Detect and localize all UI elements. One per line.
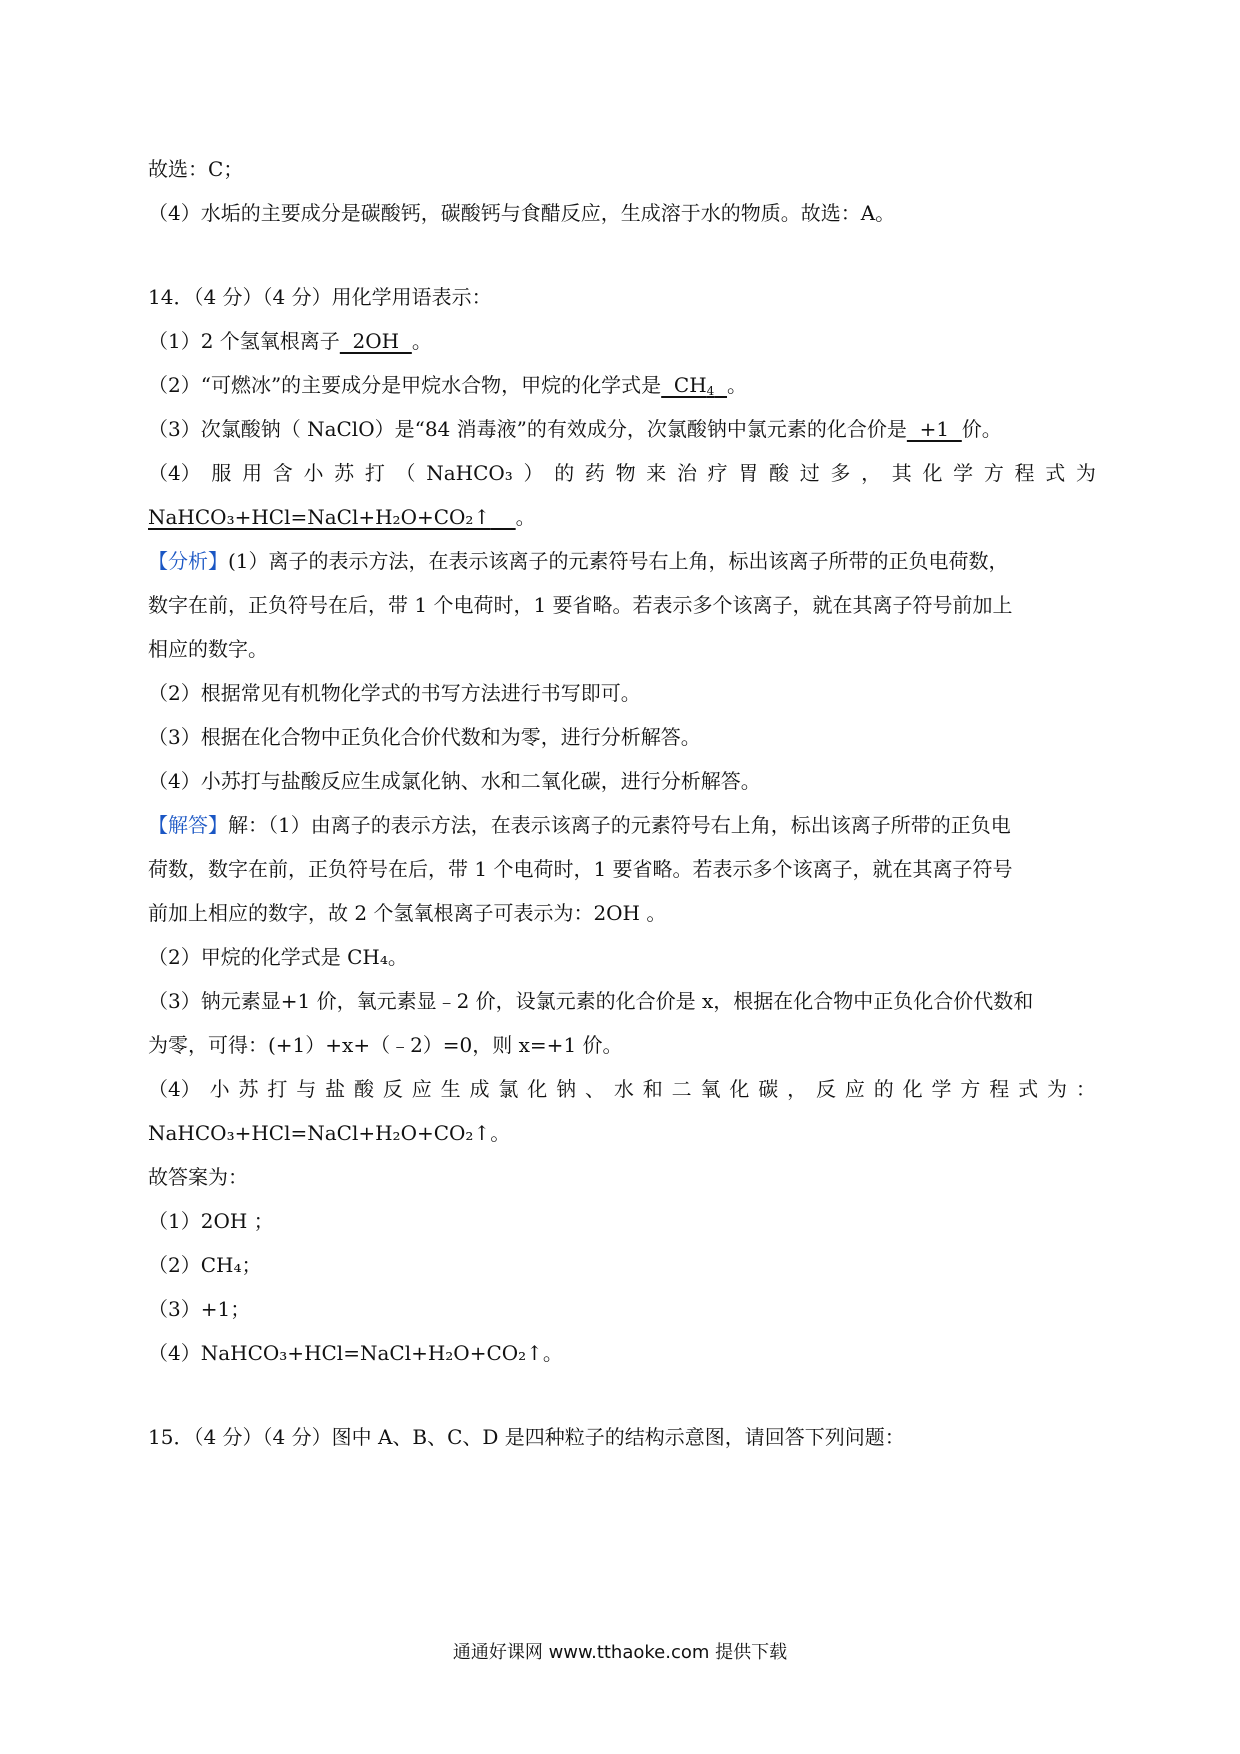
answer-line-7-word: 反 <box>382 1077 403 1101</box>
q14-item-4-word: NaHCO₃ <box>426 461 513 485</box>
answer-line-7-word: 打 <box>267 1077 288 1101</box>
q14-item-4-end: 。 <box>515 505 536 529</box>
q14-item-2-end: 。 <box>727 373 748 397</box>
q14-item-1-end: 。 <box>411 329 432 353</box>
final-answer-2: （2）CH₄； <box>148 1253 262 1277</box>
q14-item-4-word: 化 <box>922 461 943 485</box>
analysis-line-1 <box>148 547 1009 575</box>
q14-item-4-word: 物 <box>615 461 636 485</box>
q14-item-4 <box>148 459 1096 487</box>
q14-item-1-answer: 2OH <box>339 329 412 353</box>
answer-line-7-word: 氧 <box>700 1077 721 1101</box>
q14-item-4-answer-line <box>148 503 536 531</box>
q14-item-4-answer: NaHCO₃+HCl=NaCl+H₂O+CO₂↑ <box>148 505 491 529</box>
answer-line-7-word: ： <box>1075 1077 1096 1101</box>
q14-item-4-word: 其 <box>891 461 912 485</box>
q14-item-4-word: 来 <box>646 461 667 485</box>
answer-line-7-word: 的 <box>873 1077 894 1101</box>
answer-line-7 <box>148 1075 1096 1103</box>
q14-item-4-word: 酸 <box>769 461 790 485</box>
answer-line-7-word: 生 <box>440 1077 461 1101</box>
question-15-title: 15．（4 分）（4 分）图中 A、B、C、D 是四种粒子的结构示意图，请回答下列问题： <box>148 1425 905 1449</box>
q14-item-4-word: 学 <box>953 461 974 485</box>
q14-item-2-answer-formula: CH <box>661 373 707 397</box>
answer-line-7-word: 苏 <box>238 1077 259 1101</box>
analysis-line-6: （4）小苏打与盐酸反应生成氯化钠、水和二氧化碳，进行分析解答。 <box>148 769 761 793</box>
analysis-line-3: 相应的数字。 <box>148 637 268 661</box>
q14-item-1 <box>148 327 432 355</box>
final-answer-4: （4）NaHCO₃+HCl=NaCl+H₂O+CO₂↑。 <box>148 1341 563 1365</box>
q14-item-4-word: 用 <box>242 461 263 485</box>
answer-line-7-word: 化 <box>902 1077 923 1101</box>
answer-line-5: （3）钠元素显+1 价，氧元素显﹣2 价，设氯元素的化合价是 x，根据在化合物中正负化合价代数和 <box>148 989 1034 1013</box>
answer-line-7-word: 反 <box>815 1077 836 1101</box>
answer-line-7-word: 为 <box>1046 1077 1067 1101</box>
prev-answer-line-1: 故选：C； <box>148 157 244 181</box>
answer-line-7-word: 式 <box>1018 1077 1039 1101</box>
answer-tag: 【解答】 <box>148 813 228 837</box>
answer-line-7-word: 酸 <box>353 1077 374 1101</box>
answer-line-2: 荷数，数字在前，正负符号在后，带 1 个电荷时，1 要省略。若表示多个该离子，就在其离子符号 <box>148 857 1013 881</box>
q14-item-4-word: 疗 <box>707 461 728 485</box>
analysis-line-5: （3）根据在化合物中正负化合价代数和为零，进行分析解答。 <box>148 725 701 749</box>
answer-text: 解：（1）由离子的表示方法，在表示该离子的元素符号右上角，标出该离子所带的正负电 <box>228 813 1011 837</box>
answer-line-8: NaHCO₃+HCl=NaCl+H₂O+CO₂↑。 <box>148 1121 511 1145</box>
answer-line-9: 故答案为： <box>148 1165 248 1189</box>
q14-item-4-word: （4） <box>148 461 201 485</box>
q14-item-3-answer: +1 <box>906 417 962 441</box>
final-answer-1: （1）2OH ； <box>148 1209 274 1233</box>
answer-line-7-word: 程 <box>989 1077 1010 1101</box>
q14-item-4-word: 服 <box>211 461 232 485</box>
page-footer: 通通好课网 www.tthaoke.com 提供下载 <box>452 1642 788 1663</box>
answer-line-7-word: 学 <box>931 1077 952 1101</box>
q14-item-2-answer-subscript: 4 <box>706 384 715 398</box>
q14-item-4-word: ， <box>861 461 882 485</box>
answer-line-7-word: 方 <box>960 1077 981 1101</box>
q14-item-2-answer <box>661 373 727 397</box>
q14-item-4-word: 方 <box>983 461 1004 485</box>
answer-line-7-word: 氯 <box>498 1077 519 1101</box>
answer-line-7-word: 盐 <box>325 1077 346 1101</box>
answer-line-1 <box>148 811 1011 839</box>
answer-line-3: 前加上相应的数字，故 2 个氢氧根离子可表示为：2OH 。 <box>148 901 667 925</box>
analysis-tag: 【分析】 <box>148 549 228 573</box>
answer-line-6: 为零，可得：(+1）+x+（﹣2）=0，则 x=+1 价。 <box>148 1033 623 1057</box>
analysis-text: (1）离子的表示方法，在表示该离子的元素符号右上角，标出该离子所带的正负电荷数， <box>228 549 1009 573</box>
answer-line-7-word: 水 <box>613 1077 634 1101</box>
q14-item-4-answer-pad <box>490 505 515 529</box>
answer-line-7-word: （4） <box>148 1077 201 1101</box>
q14-item-1-text: （1）2 个氢氧根离子 <box>148 329 340 353</box>
q14-item-2 <box>148 371 747 399</box>
answer-line-4: （2）甲烷的化学式是 CH₄。 <box>148 945 408 969</box>
q14-item-4-word: 式 <box>1045 461 1066 485</box>
analysis-line-4: （2）根据常见有机物化学式的书写方法进行书写即可。 <box>148 681 641 705</box>
prev-answer-line-2: （4）水垢的主要成分是碳酸钙，碳酸钙与食醋反应，生成溶于水的物质。故选：A。 <box>148 201 896 225</box>
answer-line-7-word: 和 <box>642 1077 663 1101</box>
q14-item-2-text: （2）“可燃冰”的主要成分是甲烷水合物，甲烷的化学式是 <box>148 373 662 397</box>
q14-item-4-word: 含 <box>272 461 293 485</box>
analysis-line-2: 数字在前，正负符号在后，带 1 个电荷时，1 要省略。若表示多个该离子，就在其离子符号前加上 <box>148 593 1013 617</box>
q14-item-4-word: 过 <box>799 461 820 485</box>
q14-item-3-text: （3）次氯酸钠（ NaClO）是“84 消毒液”的有效成分，次氯酸钠中氯元素的化合价是 <box>148 417 907 441</box>
q14-item-4-word: 的 <box>554 461 575 485</box>
q14-item-4-word: 药 <box>584 461 605 485</box>
answer-line-7-word: 应 <box>411 1077 432 1101</box>
answer-line-7-word: 钠 <box>556 1077 577 1101</box>
q14-item-4-word: 为 <box>1075 461 1096 485</box>
question-14-title: 14．（4 分）（4 分）用化学用语表示： <box>148 285 492 309</box>
answer-line-7-word: 应 <box>844 1077 865 1101</box>
answer-line-7-word: 成 <box>469 1077 490 1101</box>
q14-item-4-word: 打 <box>364 461 385 485</box>
answer-line-7-word: 二 <box>671 1077 692 1101</box>
q14-item-4-word: 程 <box>1014 461 1035 485</box>
q14-item-3 <box>148 415 1002 443</box>
q14-item-4-word: 苏 <box>334 461 355 485</box>
answer-line-7-word: 化 <box>729 1077 750 1101</box>
q14-item-3-end: 价。 <box>961 417 1002 441</box>
q14-item-4-word: ） <box>523 461 544 485</box>
q14-item-4-word: 治 <box>676 461 697 485</box>
q14-item-4-word: 多 <box>830 461 851 485</box>
q14-item-4-word: （ <box>395 461 416 485</box>
answer-line-7-word: 化 <box>527 1077 548 1101</box>
answer-line-7-word: ， <box>787 1077 808 1101</box>
answer-line-7-word: 与 <box>296 1077 317 1101</box>
answer-line-7-word: 小 <box>209 1077 230 1101</box>
q14-item-4-word: 胃 <box>738 461 759 485</box>
final-answer-3: （3）+1； <box>148 1297 251 1321</box>
answer-line-7-word: 、 <box>584 1077 605 1101</box>
q14-item-4-word: 小 <box>303 461 324 485</box>
answer-line-7-word: 碳 <box>758 1077 779 1101</box>
